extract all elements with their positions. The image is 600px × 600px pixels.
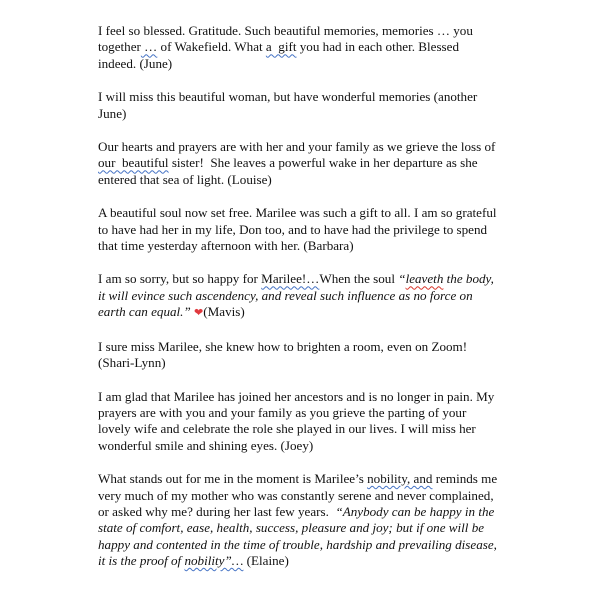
paragraph-text: I am glad that Marilee has joined her ancestors and is no longer in pain. My prayers are with you and your family as you grieve the parting of your lovely wife and celebrate the role she played in our lives. I will miss her wonderful smile and shining eyes. (Joey) bbox=[98, 388, 498, 453]
grammar-flag-text: nobility”… bbox=[184, 553, 244, 569]
grammar-flag-text: our beautiful bbox=[98, 155, 169, 171]
paragraph-text: What stands out for me in the moment is Marilee’s bbox=[98, 471, 368, 487]
paragraph-text: sister! She leaves a powerful wake in her departure as she entered that sea of light. (Louise) bbox=[98, 155, 481, 187]
grammar-flag-text: Marilee!… bbox=[261, 271, 320, 287]
paragraph-text: When the soul bbox=[319, 271, 399, 287]
grammar-flag-text: … bbox=[140, 39, 158, 55]
paragraph-text: “Anybody can be happy in the state of comfort, ease, health, success, pleasure and joy; but if one will be happy and contented in the time of trouble, hardship and prevailing disease, it is the proof of bbox=[98, 503, 501, 569]
paragraph-text: (Mavis) bbox=[203, 304, 245, 320]
paragraph-text: Our hearts and prayers are with her and your family as we grieve the loss of bbox=[98, 139, 499, 155]
grammar-flag-text: a gift bbox=[265, 39, 297, 55]
heart-icon: ❤ bbox=[194, 306, 204, 320]
paragraph-text: (Elaine) bbox=[243, 553, 289, 569]
document-body bbox=[98, 23, 500, 570]
comment-paragraph bbox=[98, 471, 500, 569]
paragraph-text: I sure miss Marilee, she knew how to brighten a room, even on Zoom! (Shari-Lynn) bbox=[98, 338, 471, 371]
paragraph-text: I am so sorry, but so happy for bbox=[98, 271, 262, 287]
paragraph-text: the body, it will evince such ascendency, and reveal such influence as no force on earth can equal.” bbox=[98, 271, 498, 320]
paragraph-text: of Wakefield. What bbox=[157, 39, 266, 55]
comment-paragraph bbox=[98, 271, 500, 321]
spelling-flag-text: leaveth bbox=[405, 271, 444, 287]
comment-paragraph bbox=[98, 205, 500, 254]
comment-paragraph bbox=[98, 339, 500, 372]
comment-paragraph bbox=[98, 139, 500, 188]
paragraph-text: “ bbox=[398, 271, 406, 287]
comment-paragraph bbox=[98, 23, 500, 72]
paragraph-text: A beautiful soul now set free. Marilee was such a gift to all. I am so grateful to have had her in my life, Don too, and to have had the privilege to spend that time yesterday afternoon with her. (Barbara) bbox=[98, 205, 500, 254]
comment-paragraph bbox=[98, 389, 500, 455]
paragraph-text: I will miss this beautiful woman, but have wonderful memories (another June) bbox=[98, 89, 481, 121]
paragraph-text: you had in each other. Blessed indeed. (June) bbox=[98, 39, 463, 71]
grammar-flag-text: nobility, and bbox=[367, 471, 433, 487]
paragraph-text: reminds me very much of my mother who was constantly serene and never complained, or asked why me? during her last few years. bbox=[98, 471, 501, 519]
paragraph-text: I feel so blessed. Gratitude. Such beautiful memories, memories … you together bbox=[98, 23, 477, 55]
comment-paragraph bbox=[98, 89, 500, 122]
